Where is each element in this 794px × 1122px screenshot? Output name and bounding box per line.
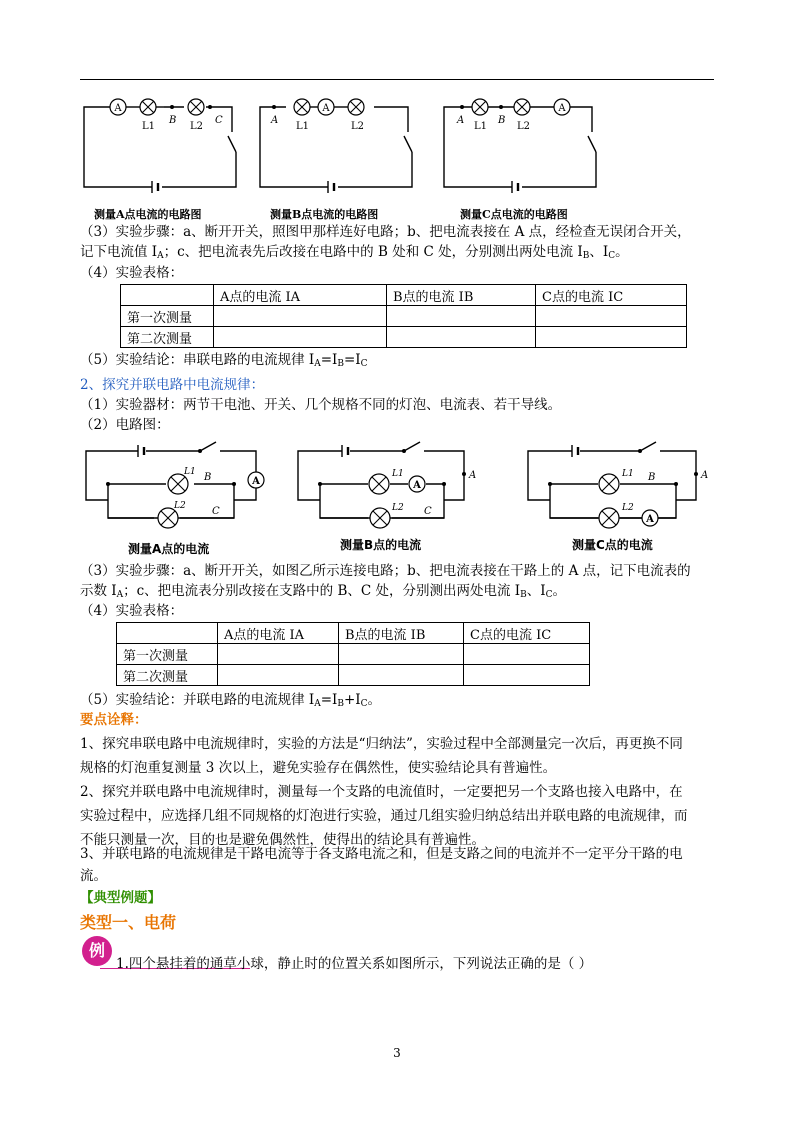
table-row-label: 第二次测量 bbox=[121, 327, 214, 348]
parallel-step3-line2: 示数 $I_A$；c、把电流表分别改接在支路中的 B、C 处，分别测出两处电流 $I_B$、$I_C$。 bbox=[80, 583, 567, 600]
series-step3-line1: （3）实验步骤：a、断开开关，照图甲那样连好电路；b、把电流表接在 A 点，经检查无误闭合开关， bbox=[80, 224, 691, 240]
parallel-step4: （4）实验表格： bbox=[80, 603, 184, 619]
parallel-circuit-a-l2-label: L2 bbox=[174, 501, 186, 511]
table-cell bbox=[387, 327, 536, 348]
parallel-circuit-c-b-label: B bbox=[648, 472, 656, 483]
example-badge-icon: 例 bbox=[82, 936, 112, 966]
parallel-circuit-c-diagram bbox=[524, 438, 714, 538]
examples-heading: 【典型例题】 bbox=[80, 890, 161, 906]
series-circuit-c-l2-label: L2 bbox=[517, 121, 531, 132]
parallel-circuit-b-c-label: C bbox=[424, 506, 432, 517]
parallel-circuit-b-meter-symbol: A bbox=[413, 480, 421, 491]
series-circuit-c-a-label: A bbox=[457, 115, 465, 126]
notes-p3-line2: 流。 bbox=[80, 868, 107, 884]
table-row bbox=[121, 306, 687, 327]
table-cell bbox=[214, 306, 387, 327]
table-header-cell: C点的电流 IC bbox=[536, 285, 687, 306]
page-number: 3 bbox=[393, 1046, 401, 1060]
table-row bbox=[117, 623, 590, 644]
table-header-cell: B点的电流 IB bbox=[339, 623, 464, 644]
series-circuit-a-caption: 测量A点电流的电路图 bbox=[94, 208, 202, 221]
table-header-cell: C点的电流 IC bbox=[464, 623, 590, 644]
notes-p3-line1: 3、并联电路的电流规律是干路电流等于各支路电流之和，但是支路之间的电流并不一定平分干路的电 bbox=[80, 846, 683, 862]
table-cell bbox=[218, 665, 339, 686]
parallel-step2: （2）电路图： bbox=[80, 417, 170, 433]
parallel-circuit-b-a-label: A bbox=[469, 470, 477, 481]
table-row-label: 第一次测量 bbox=[117, 644, 218, 665]
parallel-step1: （1）实验器材：两节干电池、开关、几个规格不同的灯泡、电流表、若干导线。 bbox=[80, 397, 562, 413]
parallel-circuit-c-a-label: A bbox=[701, 470, 709, 481]
parallel-circuit-c-l2-label: L2 bbox=[622, 503, 634, 513]
table-header-cell bbox=[117, 623, 218, 644]
series-step4: （4）实验表格： bbox=[80, 265, 184, 281]
header-rule bbox=[80, 79, 714, 80]
series-data-table bbox=[120, 284, 687, 348]
table-row-label: 第一次测量 bbox=[121, 306, 214, 327]
parallel-circuit-c-l1-label: L1 bbox=[622, 469, 634, 479]
table-row bbox=[121, 327, 687, 348]
notes-p2-line3: 不能只测量一次，目的也是避免偶然性，使得出的结论具有普遍性。 bbox=[80, 832, 485, 848]
table-header-cell: A点的电流 IA bbox=[218, 623, 339, 644]
series-circuit-b-l2-label: L2 bbox=[351, 121, 365, 132]
series-circuit-c-b-label: B bbox=[498, 115, 506, 126]
table-cell bbox=[339, 644, 464, 665]
table-row bbox=[121, 285, 687, 306]
parallel-data-table bbox=[116, 622, 590, 686]
parallel-circuit-c-caption: 测量C点的电流 bbox=[572, 538, 653, 552]
notes-p1-line1: 1、探究串联电路中电流规律时，实验的方法是“归纳法”，实验过程中全部测量完一次后，再更换不同 bbox=[80, 736, 683, 752]
parallel-circuit-b-l1-label: L1 bbox=[392, 469, 404, 479]
series-circuit-b-l1-label: L1 bbox=[296, 121, 310, 132]
series-circuit-a-b-label: B bbox=[169, 115, 177, 126]
table-cell bbox=[464, 644, 590, 665]
parallel-circuit-a-meter-symbol: A bbox=[252, 476, 260, 487]
series-circuit-b-meter-symbol: A bbox=[322, 103, 330, 114]
table-cell bbox=[536, 306, 687, 327]
parallel-circuit-a-c-label: C bbox=[212, 506, 220, 517]
table-header-cell: A点的电流 IA bbox=[214, 285, 387, 306]
table-row-label: 第二次测量 bbox=[117, 665, 218, 686]
table-cell bbox=[218, 644, 339, 665]
notes-p2-line2: 实验过程中，应选择几组不同规格的灯泡进行实验，通过几组实验归纳总结出并联电路的电流规律，而 bbox=[80, 808, 688, 824]
table-cell bbox=[464, 665, 590, 686]
parallel-circuit-a-b-label: B bbox=[204, 472, 212, 483]
table-cell bbox=[536, 327, 687, 348]
parallel-circuit-b-diagram bbox=[294, 438, 484, 538]
series-conclusion: （5）实验结论：串联电路的电流规律 $I_A=I_B=I_C$ bbox=[80, 352, 368, 369]
table-header-cell bbox=[121, 285, 214, 306]
series-circuit-c-caption: 测量C点电流的电路图 bbox=[460, 208, 568, 221]
parallel-circuit-a-caption: 测量A点的电流 bbox=[128, 542, 210, 556]
examples-type1-heading: 类型一、电荷 bbox=[80, 913, 177, 932]
series-circuit-c-diagram bbox=[440, 92, 604, 200]
series-circuit-a-c-label: C bbox=[215, 115, 223, 126]
series-circuit-a-diagram bbox=[80, 92, 244, 200]
parallel-circuit-c-meter-symbol: A bbox=[646, 514, 654, 525]
table-cell bbox=[387, 306, 536, 327]
table-row bbox=[117, 644, 590, 665]
parallel-step3-line1: （3）实验步骤：a、断开开关，如图乙所示连接电路；b、把电流表接在干路上的 A 点，记下电流表的 bbox=[80, 563, 691, 579]
series-step3-line2: 记下电流值 $I_A$；c、把电流表先后改接在电路中的 B 处和 C 处，分别测出两处电流 $I_B$、$I_C$。 bbox=[80, 244, 629, 261]
parallel-circuit-b-l2-label: L2 bbox=[392, 503, 404, 513]
parallel-circuit-a-diagram bbox=[80, 438, 270, 538]
parallel-circuit-b-caption: 测量B点的电流 bbox=[340, 538, 422, 552]
parallel-circuit-a-l1-label: L1 bbox=[184, 467, 196, 477]
series-circuit-a-l2-label: L2 bbox=[190, 121, 204, 132]
series-circuit-b-a-label: A bbox=[271, 115, 279, 126]
notes-p2-line1: 2、探究并联电路中电流规律时，测量每一个支路的电流值时，一定要把另一个支路也接入电路中，在 bbox=[80, 784, 683, 800]
table-header-cell: B点的电流 IB bbox=[387, 285, 536, 306]
parallel-conclusion: （5）实验结论：并联电路的电流规律 $I_A=I_B+I_C$。 bbox=[80, 692, 382, 709]
series-circuit-c-meter-symbol: A bbox=[558, 103, 566, 114]
example-question-1: 1.四个悬挂着的通草小球，静止时的位置关系如图所示，下列说法正确的是（ ） bbox=[116, 956, 593, 972]
series-circuit-c-l1-label: L1 bbox=[474, 121, 488, 132]
table-row bbox=[117, 665, 590, 686]
series-circuit-b-diagram bbox=[256, 92, 420, 200]
series-circuit-b-caption: 测量B点电流的电路图 bbox=[270, 208, 379, 221]
series-circuit-a-l1-label: L1 bbox=[142, 121, 156, 132]
table-cell bbox=[214, 327, 387, 348]
parallel-heading: 2、探究并联电路中电流规律： bbox=[80, 377, 265, 393]
notes-heading: 要点诠释： bbox=[80, 712, 148, 728]
table-cell bbox=[339, 665, 464, 686]
notes-p1-line2: 规格的灯泡重复测量 3 次以上，避免实验存在偶然性，使实验结论具有普遍性。 bbox=[80, 760, 557, 776]
series-circuit-a-meter-symbol: A bbox=[114, 103, 122, 114]
